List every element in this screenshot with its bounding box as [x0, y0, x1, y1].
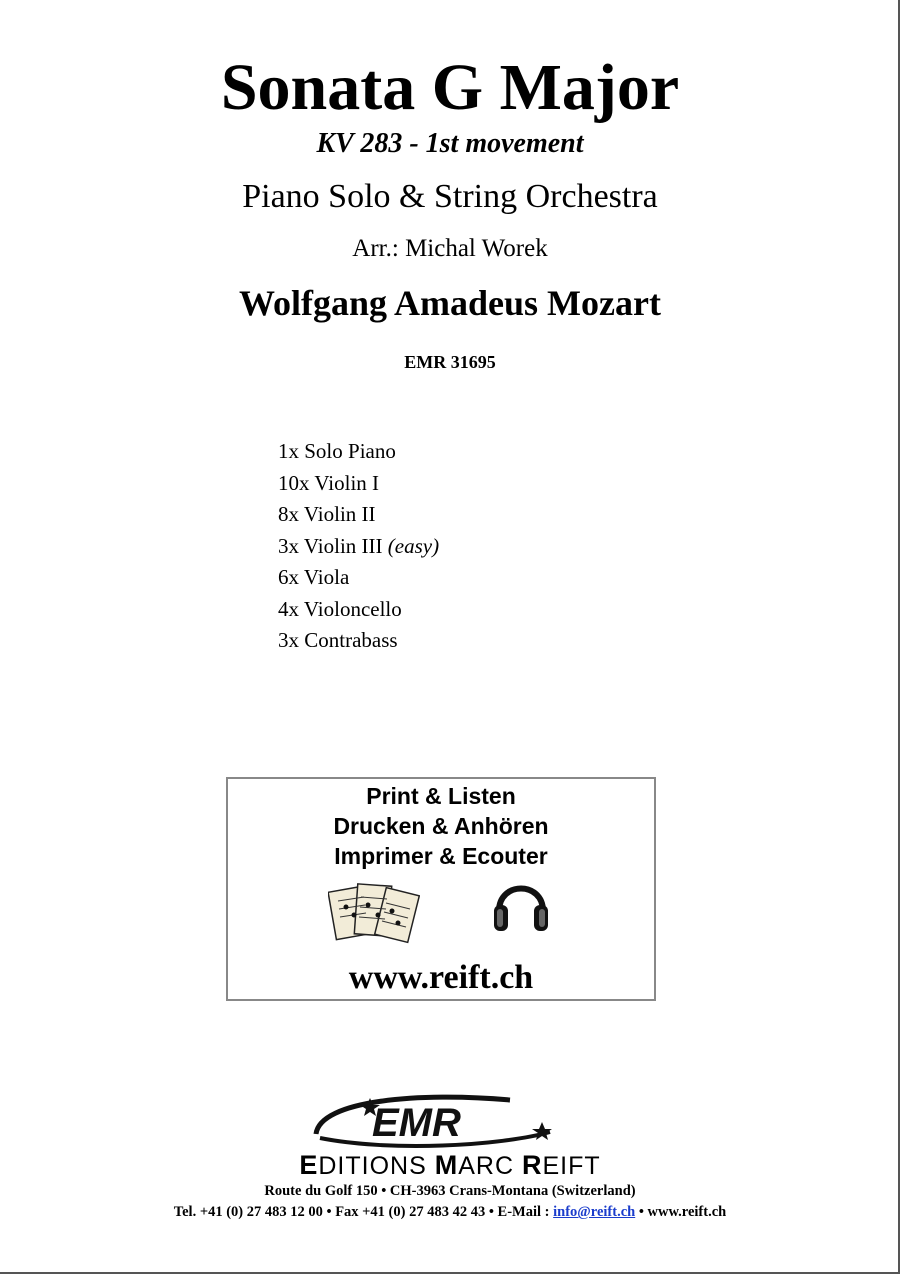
list-item: 1x Solo Piano — [278, 439, 396, 463]
list-item: 3x Violin III (easy) — [278, 533, 440, 558]
instrument-note: (easy) — [387, 533, 440, 558]
list-item: 3x Contrabass — [278, 628, 398, 652]
list-item: 8x Violin II — [278, 502, 376, 526]
publisher-contact: Tel. +41 (0) 27 483 12 00 • Fax +41 (0) 27 483 42 43 • E-Mail : info@reift.ch • www.reift.ch — [173, 1204, 727, 1220]
list-item: 10x Violin I — [278, 470, 380, 495]
list-item: 4x Violoncello — [278, 596, 402, 621]
subtitle: KV 283 - 1st movement — [316, 128, 584, 159]
list-item: 6x Viola — [278, 565, 350, 589]
headphones-icon — [491, 871, 551, 937]
arranger: Arr.: Michal Worek — [352, 235, 548, 262]
composer: Wolfgang Amadeus Mozart — [239, 283, 661, 323]
sheet-music-icon — [328, 879, 420, 951]
publisher-name: EDITIONS MARC REIFT — [299, 1150, 601, 1180]
svg-text:EMR: EMR — [372, 1101, 461, 1145]
promo-line-en: Print & Listen — [366, 783, 516, 809]
instrument-list — [278, 436, 439, 657]
promo-line-fr: Imprimer & Ecouter — [334, 843, 548, 869]
promo-line-de: Drucken & Anhören — [333, 813, 549, 839]
print-listen-box — [226, 777, 656, 1001]
publisher-address: Route du Golf 150 • CH-3963 Crans-Montana (Switzerland) — [264, 1183, 636, 1199]
promo-url: www.reift.ch — [348, 959, 534, 996]
scoring: Piano Solo & String Orchestra — [242, 178, 658, 215]
catalog-number: EMR 31695 — [404, 352, 496, 372]
email-link[interactable]: info@reift.ch — [553, 1204, 636, 1220]
emr-logo — [310, 1094, 560, 1150]
page-title: Sonata G Major — [220, 51, 680, 124]
